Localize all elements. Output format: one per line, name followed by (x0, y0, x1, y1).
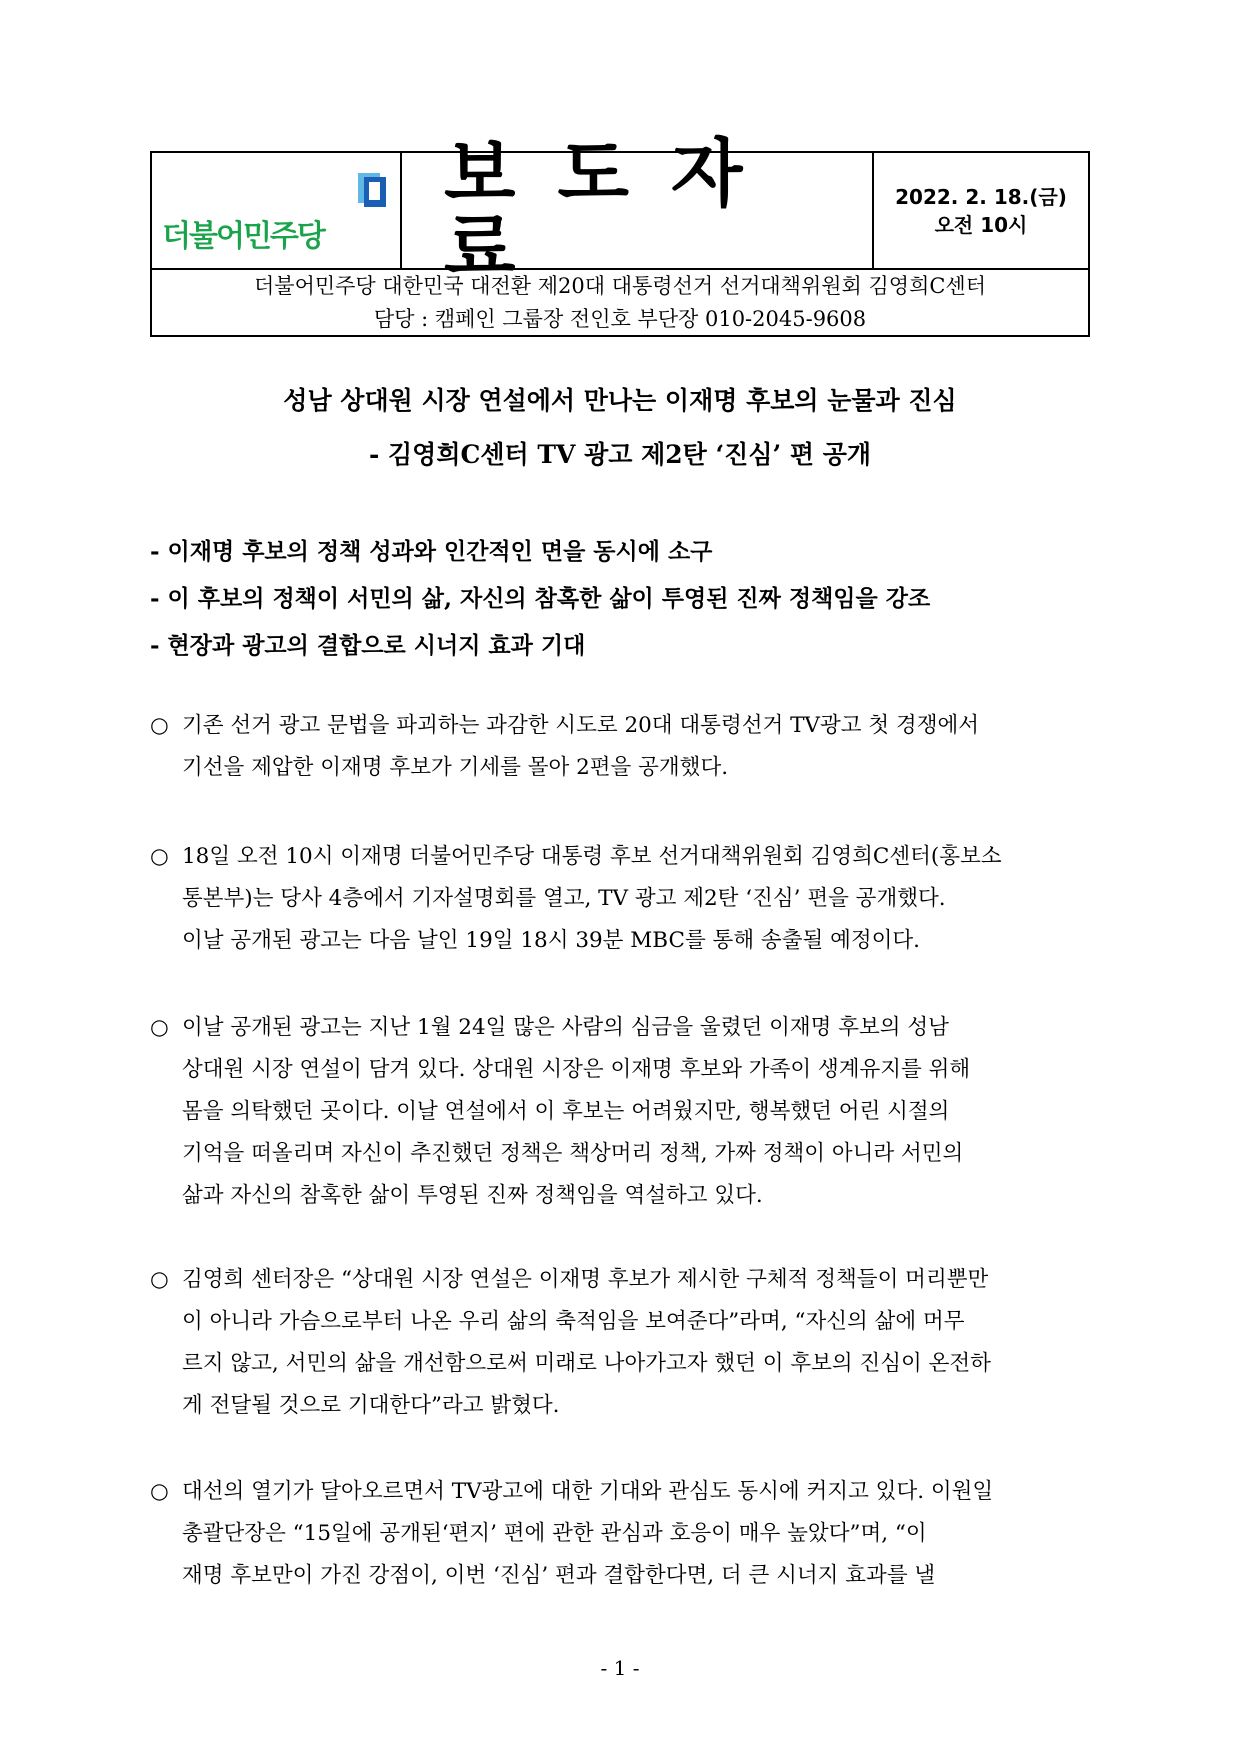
party-logo-mark-icon (356, 173, 388, 209)
paragraph-line: 기선을 제압한 이재명 후보가 기세를 몰아 2편을 공개했다. (182, 755, 729, 780)
headline-title: 성남 상대원 시장 연설에서 만나는 이재명 후보의 눈물과 진심 (283, 386, 957, 415)
body-paragraph (150, 1471, 1100, 1597)
release-date-cell (874, 153, 1088, 268)
party-logo-text: 더불어민주당 (162, 219, 324, 254)
page-number: - 1 - (600, 1656, 640, 1680)
summary-point: - 이 후보의 정책이 서민의 삶, 자신의 참혹한 삶이 투영된 진짜 정책임을 강조 (150, 585, 931, 612)
paragraph-line: 18일 오전 10시 이재명 더불어민주당 대통령 후보 선거대책위원회 김영희C센터(홍보소 (182, 844, 1002, 869)
organization-line: 더불어민주당 대한민국 대전환 제20대 대통령선거 선거대책위원회 김영희C센터 (254, 273, 986, 298)
paragraph-line: 기존 선거 광고 문법을 파괴하는 과감한 시도로 20대 대통령선거 TV광고 첫 경쟁에서 (182, 713, 980, 738)
paragraph-line: 이 아니라 가슴으로부터 나온 우리 삶의 축적임을 보여준다”라며, “자신의 삶에 머무 (182, 1309, 965, 1334)
header-info-row (152, 270, 1088, 335)
party-logo (152, 153, 402, 268)
release-date: 2022. 2. 18.(금) (895, 184, 1067, 209)
paragraph-line: 이날 공개된 광고는 다음 날인 19일 18시 39분 MBC를 통해 송출될 예정이다. (182, 928, 920, 953)
paragraph-line: 삶과 자신의 참혹한 삶이 투영된 진짜 정책임을 역설하고 있다. (182, 1183, 763, 1208)
doc-title-cell (402, 130, 874, 291)
paragraph-line: 르지 않고, 서민의 삶을 개선함으로써 미래로 나아가고자 했던 이 후보의 진심이 온전하 (182, 1351, 991, 1376)
paragraph-line: 몸을 의탁했던 곳이다. 이날 연설에서 이 후보는 어려웠지만, 행복했던 어린 시절의 (182, 1099, 950, 1124)
body-paragraph (150, 836, 1100, 962)
summary-point: - 이재명 후보의 정책 성과와 인간적인 면을 동시에 소구 (150, 538, 713, 565)
contact-line: 담당 : 캠페인 그룹장 전인호 부단장 010-2045-9608 (373, 306, 867, 331)
paragraph-line: 재명 후보만이 가진 강점이, 이번 ‘진심’ 편과 결합한다면, 더 큰 시너지 효과를 낼 (182, 1563, 936, 1588)
circle-bullet-icon: ○ (150, 713, 169, 738)
paragraph-line: 통본부)는 당사 4층에서 기자설명회를 열고, TV 광고 제2탄 ‘진심’ 편을 공개했다. (182, 886, 946, 911)
release-time: 오전 10시 (934, 212, 1028, 237)
body-paragraph (150, 1007, 1100, 1217)
paragraph-line: 게 전달될 것으로 기대한다”라고 밝혔다. (182, 1393, 560, 1418)
circle-bullet-icon: ○ (150, 844, 169, 869)
body-paragraph (150, 1259, 1100, 1427)
circle-bullet-icon: ○ (150, 1015, 169, 1040)
paragraph-line: 총괄단장은 “15일에 공개된‘편지’ 편에 관한 관심과 호응이 매우 높았다”며, “이 (182, 1521, 927, 1546)
paragraph-line: 김영희 센터장은 “상대원 시장 연설은 이재명 후보가 제시한 구체적 정책들이 머리뿐만 (182, 1267, 989, 1292)
circle-bullet-icon: ○ (150, 1479, 169, 1504)
paragraph-line: 대선의 열기가 달아오르면서 TV광고에 대한 기대와 관심도 동시에 커지고 있다. 이원일 (182, 1479, 994, 1504)
header-box (150, 130, 1090, 337)
paragraph-line: 기억을 떠올리며 자신이 추진했던 정책은 책상머리 정책, 가짜 정책이 아니라 서민의 (182, 1141, 964, 1166)
paragraph-line: 이날 공개된 광고는 지난 1월 24일 많은 사람의 심금을 울렸던 이재명 후보의 성남 (182, 1015, 949, 1040)
body-paragraph (150, 705, 1100, 789)
paragraph-line: 상대원 시장 연설이 담겨 있다. 상대원 시장은 이재명 후보와 가족이 생계유지를 위해 (182, 1057, 971, 1082)
doc-title: 보도자료 (444, 130, 785, 291)
headline-subtitle: - 김영희C센터 TV 광고 제2탄 ‘진심’ 편 공개 (368, 440, 872, 469)
circle-bullet-icon: ○ (150, 1267, 169, 1292)
summary-point: - 현장과 광고의 결합으로 시너지 효과 기대 (150, 632, 586, 659)
